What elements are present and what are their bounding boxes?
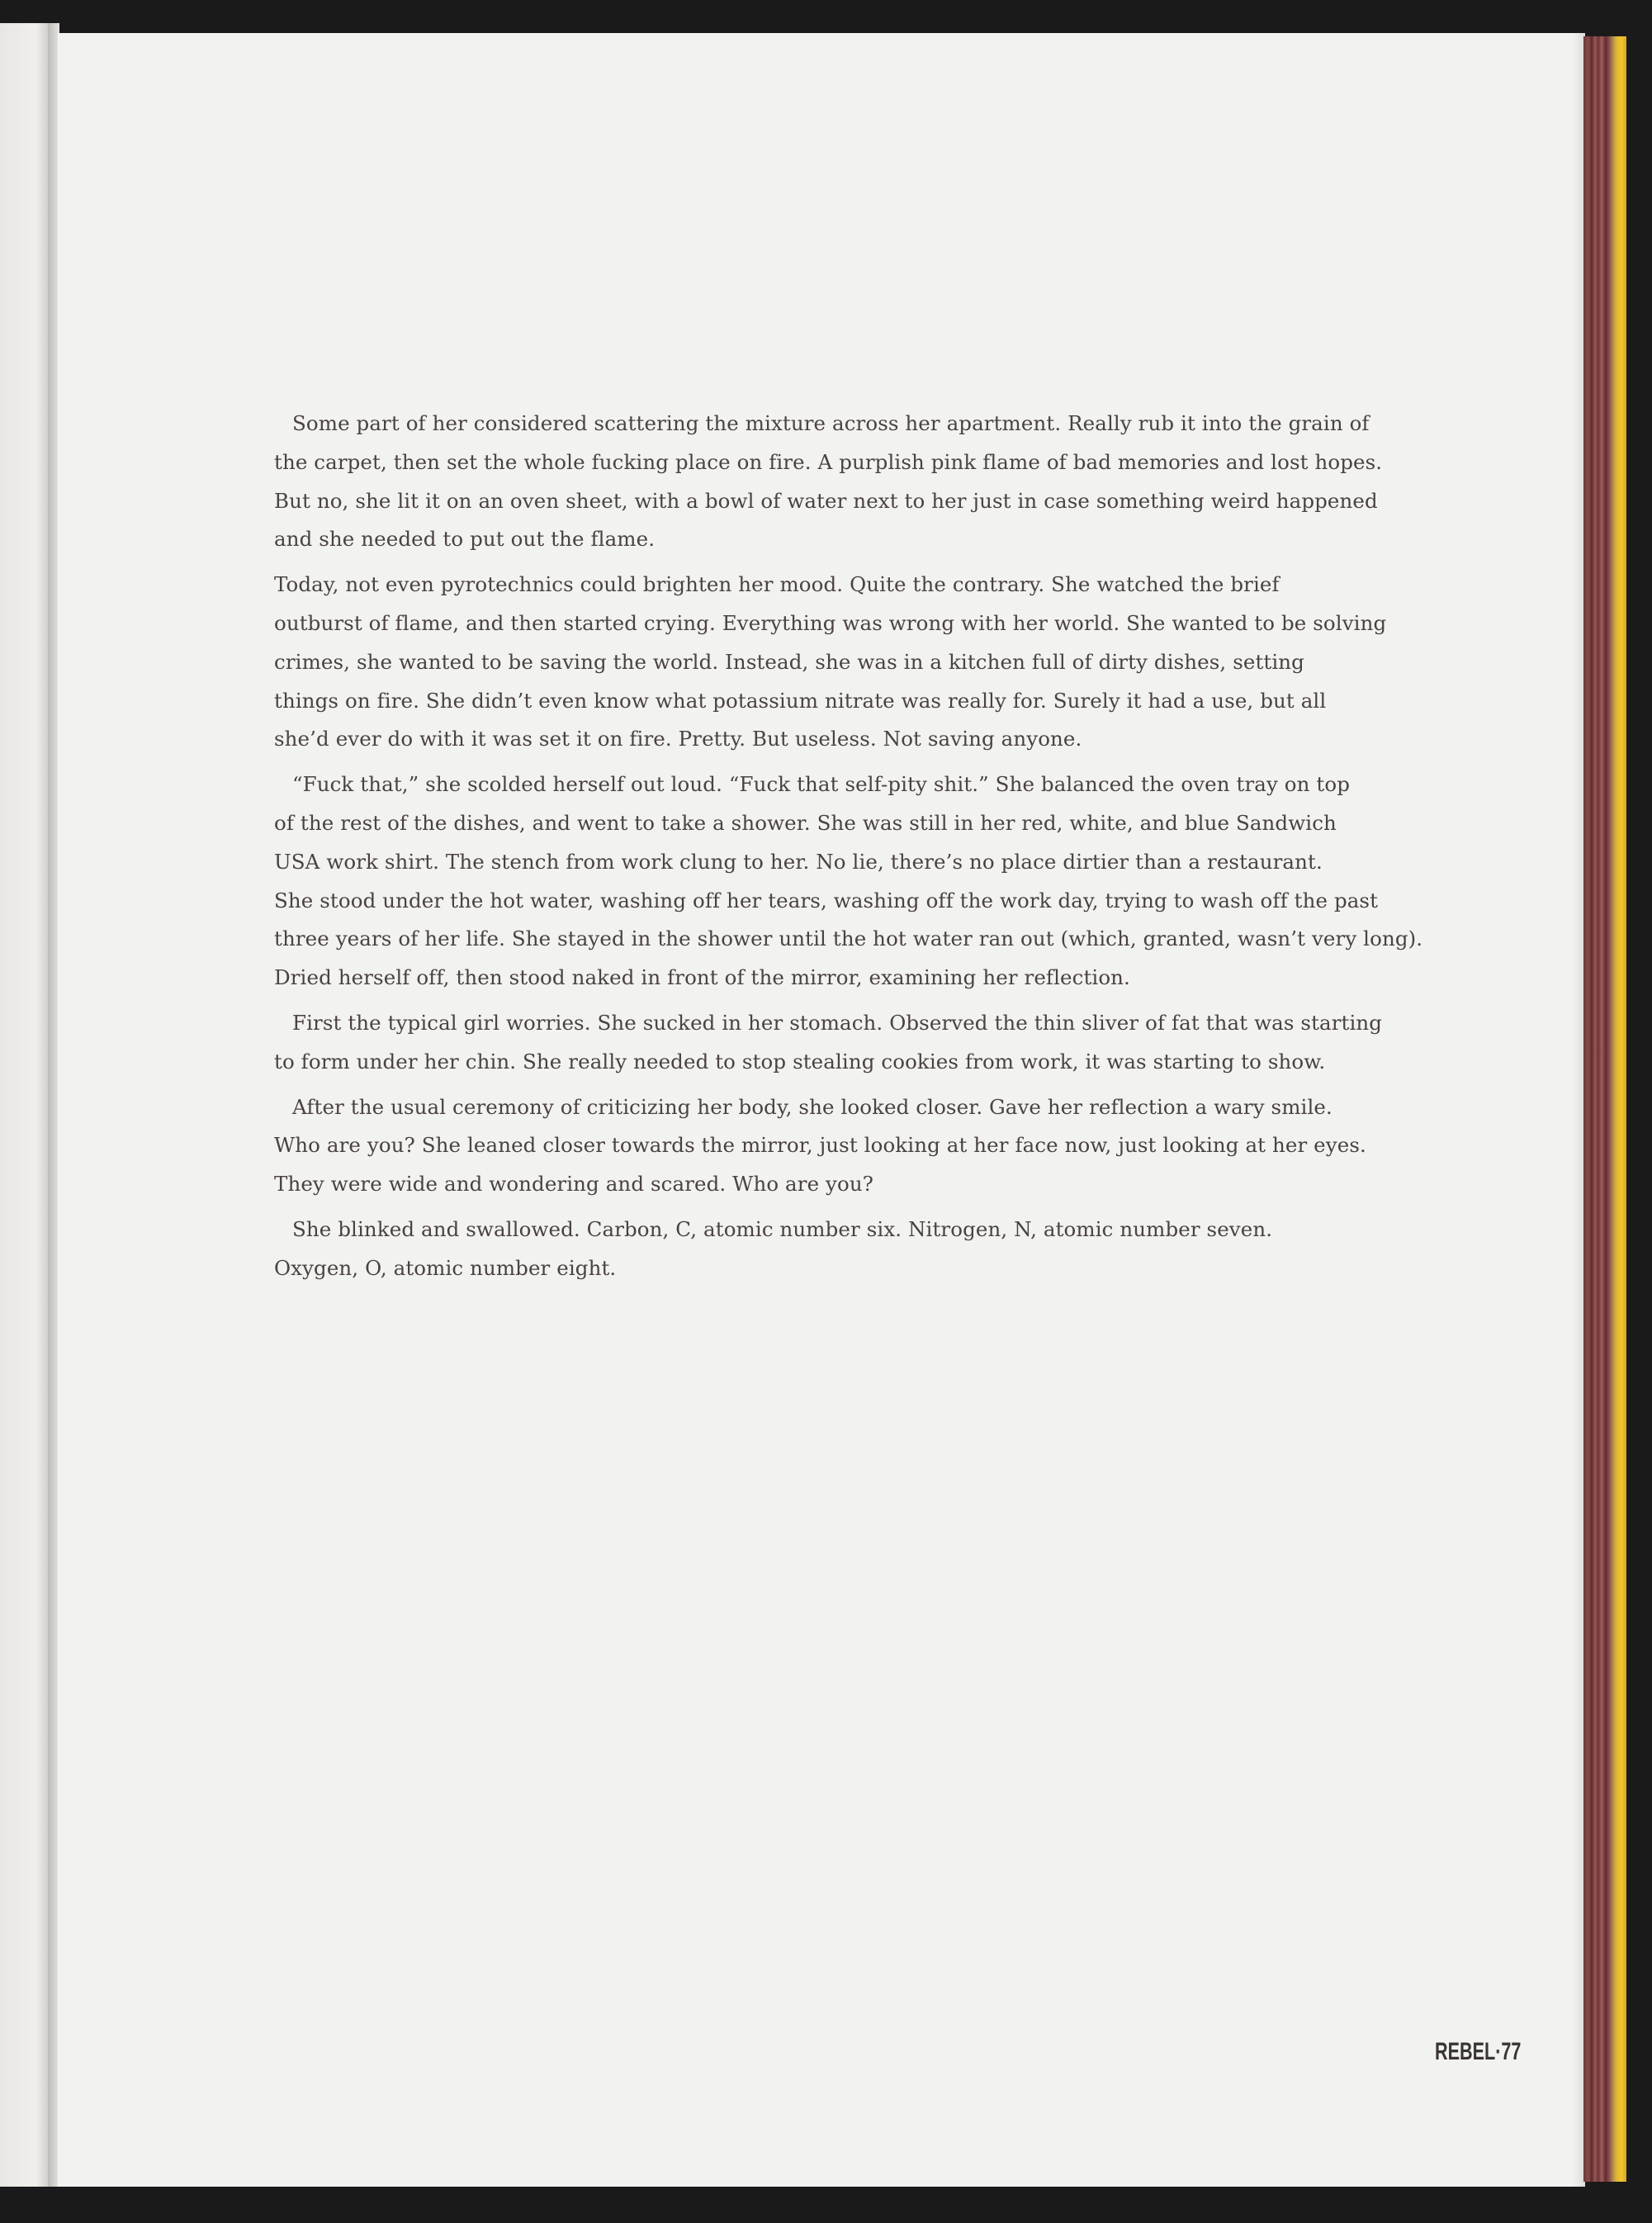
text-line: the carpet, then set the whole fucking place on fire. A purplish pink flame of bad memories and lost hopes. [274,449,1383,474]
text-line: outburst of flame, and then started crying. Everything was wrong with her world. She wanted to be solving [274,610,1387,635]
text-line: three years of her life. She stayed in the shower until the hot water ran out (which, granted, wasn’t very long). [274,927,1423,951]
text-line: Who are you? She leaned closer towards the mirror, just looking at her face now, just looking at her eyes. [274,1133,1366,1158]
text-line: First the typical girl worries. She sucked in her stomach. Observed the thin sliver of fat that was starting [292,1010,1383,1035]
text-line: things on fire. She didn’t even know what potassium nitrate was really for. Surely it had a use, but all [274,688,1327,713]
paragraph [274,1004,1383,1082]
text-line: They were wide and wondering and scared. Who are you? [274,1172,873,1197]
text-line: But no, she lit it on an oven sheet, with a bowl of water next to her just in case something weird happened [274,488,1378,513]
paragraph [274,765,1423,998]
paragraph [274,405,1383,559]
text-line: crimes, she wanted to be saving the world. Instead, she was in a kitchen full of dirty dishes, setting [274,649,1304,674]
text-line: to form under her chin. She really needed to stop stealing cookies from work, it was starting to show. [274,1049,1326,1074]
text-line: of the rest of the dishes, and went to take a shower. She was still in her red, white, and blue Sandwich [274,810,1337,835]
text-line: After the usual ceremony of criticizing her body, she looked closer. Gave her reflection a wary smile. [292,1094,1332,1119]
text-line: Today, not even pyrotechnics could brighten her mood. Quite the contrary. She watched the brief [274,572,1280,597]
text-line: USA work shirt. The stench from work clung to her. No lie, there’s no place dirtier than a restaurant. [274,849,1323,874]
text-line: and she needed to put out the flame. [274,527,656,552]
body-text [274,405,1423,1295]
text-line: “Fuck that,” she scolded herself out loud. “Fuck that self-pity shit.” She balanced the oven tray on top [292,772,1350,797]
text-line: Oxygen, O, atomic number eight. [274,1255,617,1280]
text-line: Some part of her considered scattering the mixture across her apartment. Really rub it into the grain of [292,411,1370,435]
page-edge-stack [1583,36,1626,2182]
text-line: Dried herself off, then stood naked in front of the mirror, examining her reflection. [274,965,1130,990]
page-folio: REBEL·77 [1435,2038,1522,2065]
paragraph [274,566,1387,759]
text-line: She stood under the hot water, washing off her tears, washing off the work day, trying to wash off the past [274,888,1379,912]
text-line: She blinked and swallowed. Carbon, C, atomic number six. Nitrogen, N, atomic number seven. [292,1216,1273,1241]
paragraph [274,1211,1347,1288]
left-page-edge [0,23,51,2187]
text-line: she’d ever do with it was set it on fire. Pretty. But useless. Not saving anyone. [274,727,1082,751]
paragraph [274,1088,1366,1204]
